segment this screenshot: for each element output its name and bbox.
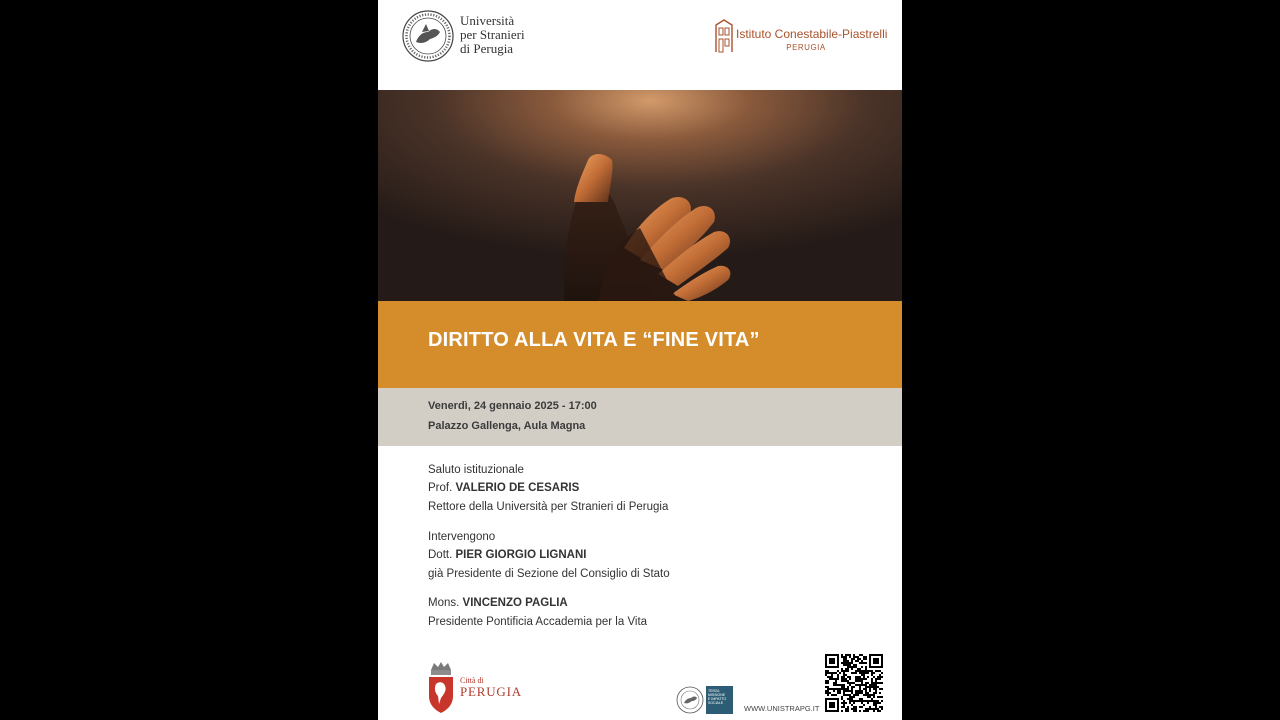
speaker-2-role: già Presidente di Sezione del Consiglio di Stato xyxy=(428,568,670,580)
university-name xyxy=(460,14,525,56)
university-seal-small-icon xyxy=(676,686,704,714)
perugia-crest-icon xyxy=(426,660,456,714)
speaker-3-title: Mons. xyxy=(428,597,460,609)
event-title: DIRITTO ALLA VITA E “FINE VITA” xyxy=(428,329,760,351)
website-link[interactable]: WWW.UNISTRAPG.IT xyxy=(744,704,820,713)
university-name-line-1: Università xyxy=(460,13,515,28)
qr-code-icon[interactable] xyxy=(825,654,883,712)
speakers-label: Intervengono xyxy=(428,531,496,543)
terza-line-4: SOCIALE xyxy=(708,701,724,705)
university-name-line-2: per Stranieri xyxy=(460,27,525,42)
terza-line-2: MISSIONE xyxy=(708,693,726,697)
speaker-2 xyxy=(428,549,586,561)
speaker-1-title: Prof. xyxy=(428,482,453,494)
speaker-2-title: Dott. xyxy=(428,549,453,561)
speaker-1-name: VALERIO DE CESARIS xyxy=(455,482,580,494)
hand-photo xyxy=(378,90,902,301)
institute-building-icon xyxy=(714,19,734,53)
event-poster xyxy=(378,0,902,720)
terza-line-3: E IMPATTO xyxy=(708,697,727,701)
speaker-1 xyxy=(428,482,579,494)
speaker-3-role: Presidente Pontificia Accademia per la Vita xyxy=(428,616,648,628)
event-date-time: Venerdì, 24 gennaio 2025 - 17:00 xyxy=(428,400,597,412)
perugia-wordmark: PERUGIA xyxy=(460,684,522,699)
institute-name: Istituto Conestabile-Piastrelli xyxy=(736,27,888,41)
speaker-1-role: Rettore della Università per Stranieri di Perugia xyxy=(428,501,669,513)
terza-line-1: TERZA xyxy=(708,689,720,693)
university-seal-icon xyxy=(402,10,454,62)
speaker-2-name: PIER GIORGIO LIGNANI xyxy=(455,549,587,561)
institute-city: PERUGIA xyxy=(786,43,826,52)
terza-missione-badge xyxy=(706,686,733,714)
university-name-line-3: di Perugia xyxy=(460,41,514,56)
poster-header xyxy=(378,0,902,90)
title-band xyxy=(378,301,902,388)
greeting-label: Saluto istituzionale xyxy=(428,464,524,476)
speaker-3 xyxy=(428,597,568,609)
info-band xyxy=(378,388,902,446)
speaker-3-name: VINCENZO PAGLIA xyxy=(462,597,568,609)
event-venue: Palazzo Gallenga, Aula Magna xyxy=(428,420,586,432)
city-of-label: Città di xyxy=(460,676,484,685)
